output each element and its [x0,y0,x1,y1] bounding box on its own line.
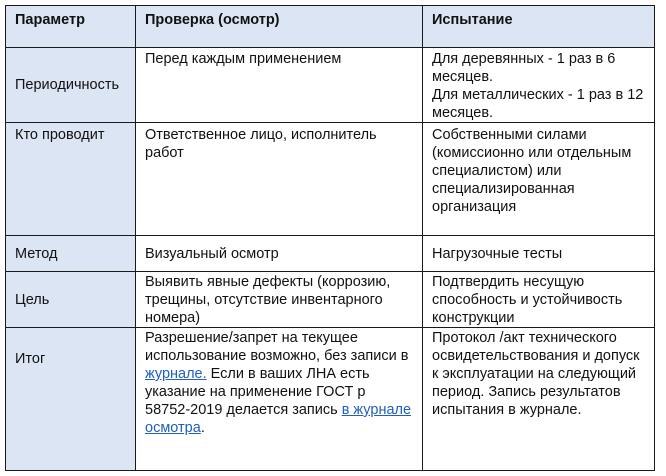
table-row [6,236,655,272]
comparison-table [5,5,655,471]
row-test-result: Протокол /акт технического освидетельствования и допуск к эксплуатации на следующий период. Запись результатов испытания в журнале. [423,328,655,471]
test-line-metal: Для металлических - 1 раз в 12 месяцев. [432,87,644,121]
journal-link[interactable]: журнале. [145,366,207,382]
table-row [6,123,655,236]
row-param-periodicity: Периодичность [6,48,136,123]
row-param-goal: Цель [6,272,136,328]
row-test-who: Собственными силами (комиссионно или отдельным специалистом) или специализированная организация [423,123,655,236]
table-row [6,328,655,471]
result-check-part2: возможно, без записи в [250,348,409,364]
inspection-journal-link[interactable]: в журнале осмотра [145,402,412,436]
row-param-method: Метод [6,236,136,272]
row-check-goal: Выявить явные дефекты (коррозию, трещины, отсутствие инвентарного номера) [136,272,423,328]
result-check-part4: . [200,420,205,436]
row-param-who: Кто проводит [6,123,136,236]
result-check-part3: Если в ваших ЛНА есть указание на применение ГОСТ р 58752-2019 делается запись [145,366,370,418]
row-param-result: Итог [6,328,136,471]
result-check-part1: Разрешение/запрет на текущее использование [145,330,358,364]
header-check: Проверка (осмотр) [136,6,423,48]
table-row [6,48,655,123]
row-check-who: Ответственное лицо, исполнитель работ [136,123,423,236]
header-parameter: Параметр [6,6,136,48]
row-check-periodicity: Перед каждым применением [136,48,423,123]
row-test-periodicity [423,48,655,123]
row-check-result [136,328,423,471]
table-container [5,5,666,471]
header-test: Испытание [423,6,655,48]
row-test-method: Нагрузочные тесты [423,236,655,272]
table-row [6,272,655,328]
row-test-goal: Подтвердить несущую способность и устойчивость конструкции [423,272,655,328]
row-check-method: Визуальный осмотр [136,236,423,272]
header-row [6,6,655,48]
test-line-wooden: Для деревянных - 1 раз в 6 месяцев. [432,51,616,85]
